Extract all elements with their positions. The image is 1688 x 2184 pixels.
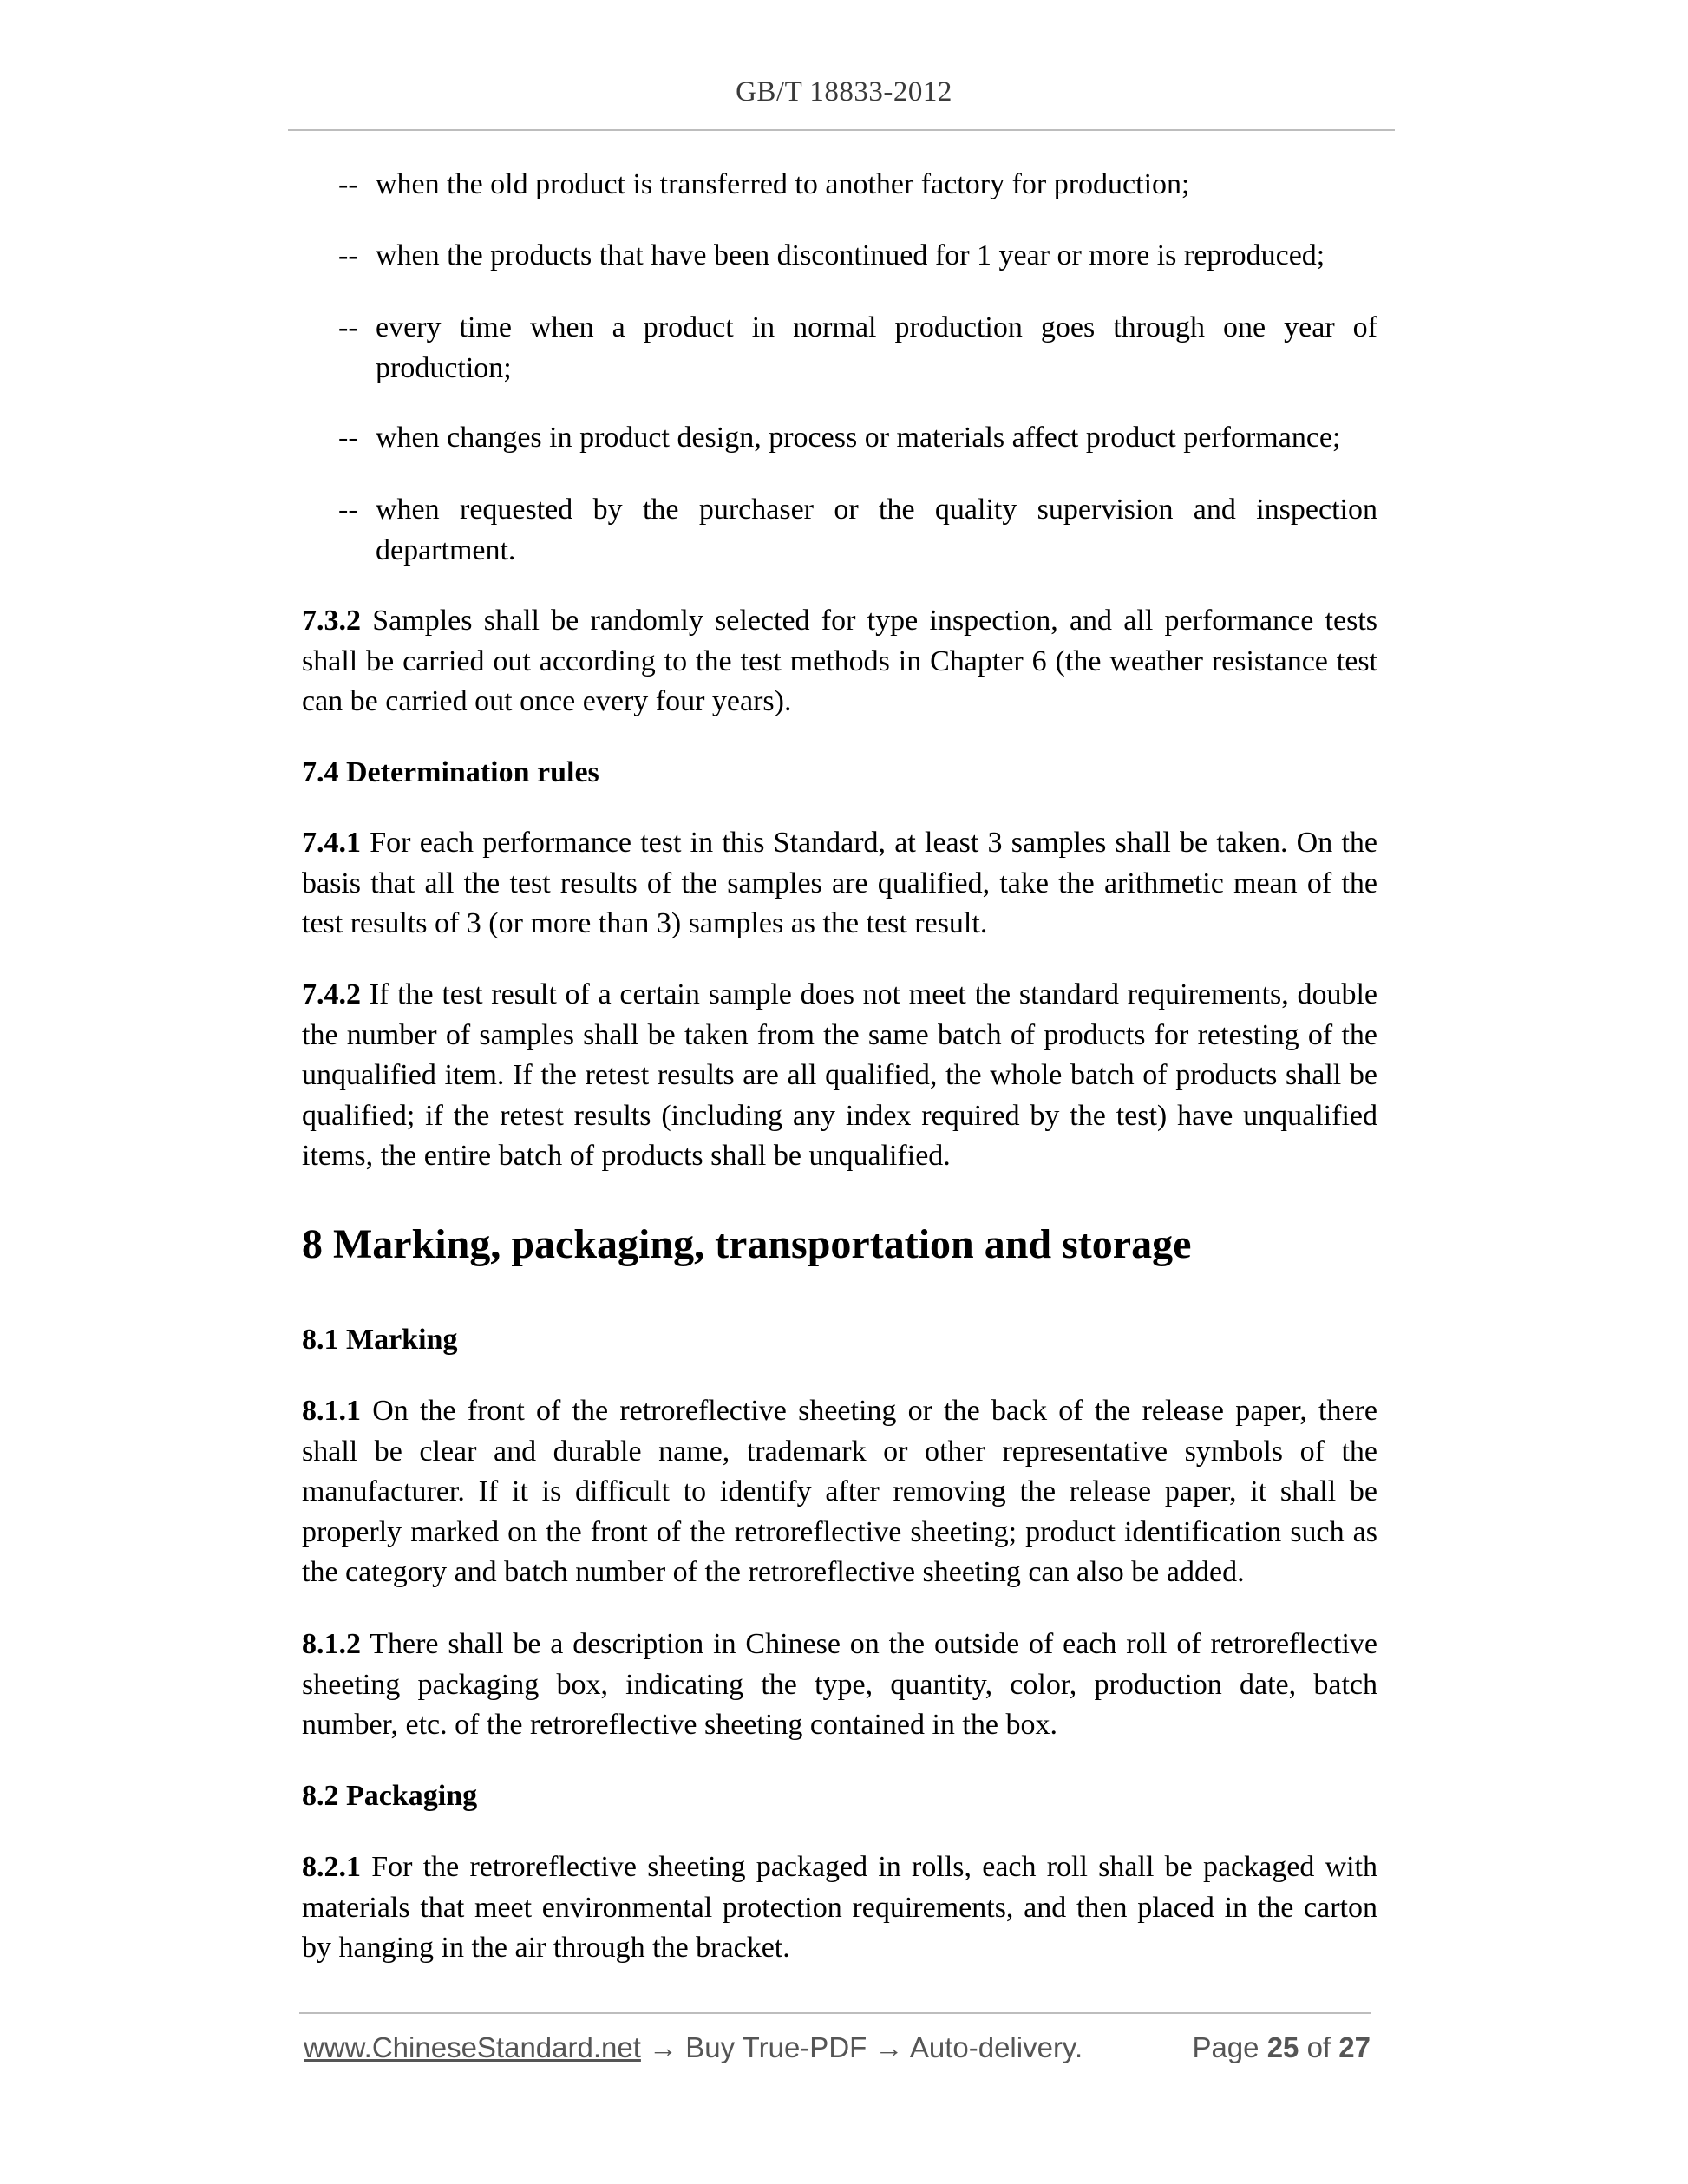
list-item xyxy=(338,490,1377,571)
clause-text: There shall be a description in Chinese on the outside of each roll of retroreflective sheeting packaging box, indicating the type, quantity, color, production date, batch number, etc. of the retroreflective sheeting contained in the box. xyxy=(302,1628,1377,1741)
list-item-text: when requested by the purchaser or the quality supervision and inspection department. xyxy=(376,494,1377,566)
clause-text: For the retroreflective sheeting packaged in rolls, each roll shall be packaged with materials that meet environmental protection requirements, and then placed in the carton by hanging in the air through the bracket. xyxy=(302,1851,1377,1964)
arrow-icon: → xyxy=(874,2031,904,2063)
clause-number: 8.1.1 xyxy=(302,1395,361,1427)
current-page-number: 25 xyxy=(1266,2031,1299,2063)
list-item xyxy=(338,418,1377,459)
list-item xyxy=(338,308,1377,389)
of-label: of xyxy=(1306,2031,1331,2063)
header-divider xyxy=(288,129,1395,131)
website-link[interactable]: www.ChineseStandard.net xyxy=(304,2031,641,2063)
clause-7-4-2 xyxy=(302,975,1377,1177)
document-header-id: GB/T 18833-2012 xyxy=(736,76,952,108)
page-footer xyxy=(304,2031,1371,2070)
clause-7-3-2 xyxy=(302,601,1377,723)
clause-number: 8.2.1 xyxy=(302,1851,361,1883)
list-item-text: when the old product is transferred to another factory for production; xyxy=(376,168,1190,200)
list-item-text: when the products that have been discontinued for 1 year or more is reproduced; xyxy=(376,239,1325,271)
chapter-heading-8: 8 Marking, packaging, transportation and storage xyxy=(302,1221,1192,1267)
clause-number: 8.1.2 xyxy=(302,1628,361,1660)
clause-text: If the test result of a certain sample does not meet the standard requirements, double the number of samples shall be taken from the same batch of products for retesting of the unqualified item. If the retest results are all qualified, the whole batch of products shall be qualified; if the retest results (including any index required by the test) have unqualified items, the entire batch of products shall be unqualified. xyxy=(302,978,1377,1172)
footer-promo xyxy=(304,2031,1083,2064)
list-item xyxy=(338,165,1377,206)
section-heading-8-1: 8.1 Marking xyxy=(302,1324,458,1356)
delivery-text: Auto-delivery. xyxy=(909,2031,1083,2063)
section-heading-8-2: 8.2 Packaging xyxy=(302,1780,478,1812)
page-indicator xyxy=(1192,2031,1371,2064)
clause-7-4-1 xyxy=(302,823,1377,945)
section-heading-7-4: 7.4 Determination rules xyxy=(302,756,599,788)
clause-text: On the front of the retroreflective sheeting or the back of the release paper, there shall be clear and durable name, trademark or other representative symbols of the manufacturer. If it is difficult to identify after removing the release paper, it shall be properly marked on the front of the retroreflective sheeting; product identification such as the category and batch number of the retroreflective sheeting can also be added. xyxy=(302,1395,1377,1588)
clause-text: Samples shall be randomly selected for type inspection, and all performance tests shall be carried out according to the test methods in Chapter 6 (the weather resistance test can be carried out once every four years). xyxy=(302,605,1378,717)
clause-number: 7.4.1 xyxy=(302,827,361,859)
clause-8-2-1 xyxy=(302,1847,1377,1969)
arrow-icon: → xyxy=(649,2031,678,2063)
list-item-text: every time when a product in normal production goes through one year of production; xyxy=(376,311,1377,384)
page-label: Page xyxy=(1192,2031,1259,2063)
list-item-text: when changes in product design, process or materials affect product performance; xyxy=(376,422,1341,454)
list-dash: -- xyxy=(338,311,358,343)
clause-number: 7.3.2 xyxy=(302,605,361,637)
clause-number: 7.4.2 xyxy=(302,978,361,1010)
list-dash: -- xyxy=(338,422,358,454)
footer-divider xyxy=(299,2012,1371,2014)
total-page-number: 27 xyxy=(1338,2031,1371,2063)
buy-text: Buy True-PDF xyxy=(685,2031,867,2063)
list-dash: -- xyxy=(338,168,358,200)
clause-8-1-2 xyxy=(302,1625,1377,1746)
list-dash: -- xyxy=(338,494,358,526)
clause-text: For each performance test in this Standard, at least 3 samples shall be taken. On the basis that all the test results of the samples are qualified, take the arithmetic mean of the test results of 3 (or more than 3) samples as the test result. xyxy=(302,827,1377,939)
list-dash: -- xyxy=(338,239,358,271)
clause-8-1-1 xyxy=(302,1391,1377,1593)
list-item xyxy=(338,236,1377,277)
